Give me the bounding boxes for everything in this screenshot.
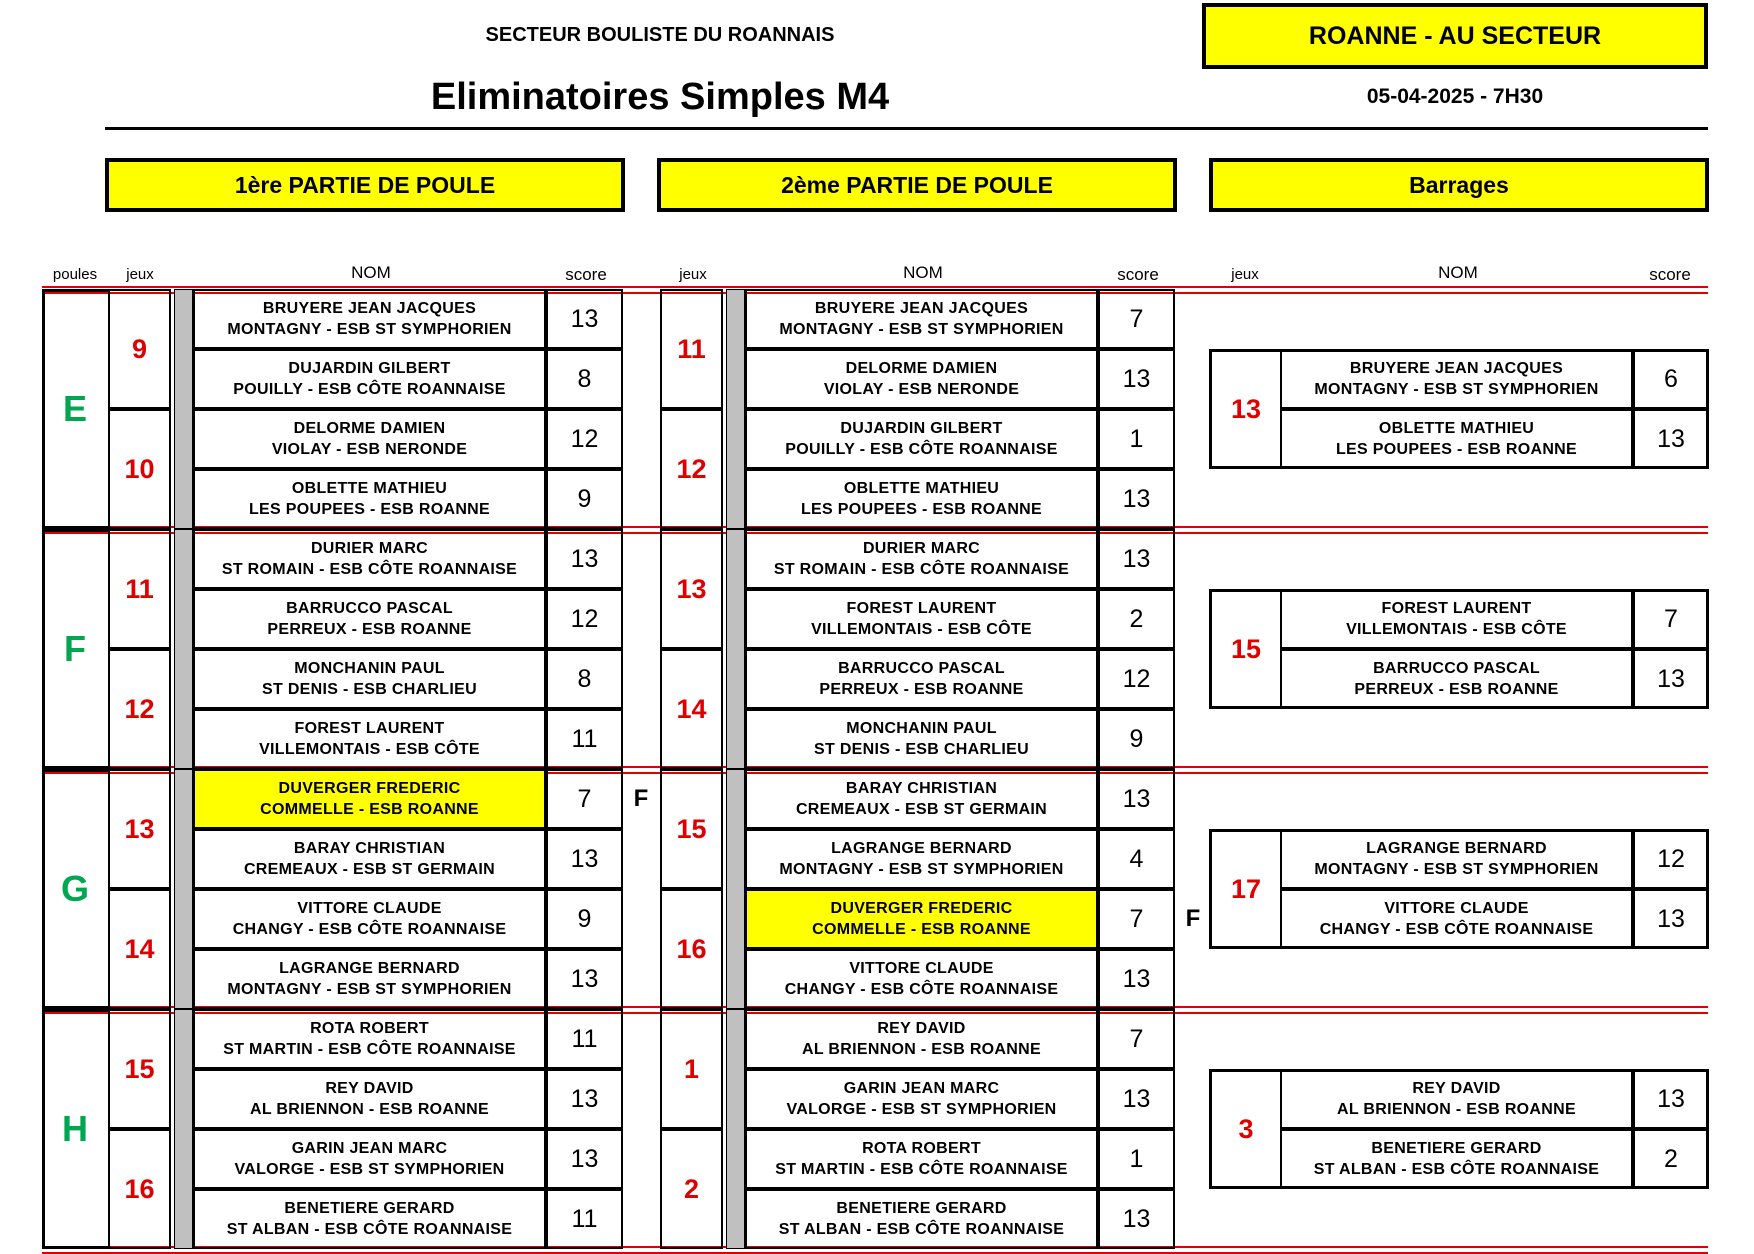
player-club: CREMEAUX - ESB ST GERMAIN [243,861,496,878]
player-cell [193,289,546,349]
player-club: CHANGY - ESB CÔTE ROANNAISE [232,921,507,938]
player-cell [193,529,546,589]
pool-letter: H [62,1108,88,1149]
player-cell [745,589,1098,649]
player-club: VALORGE - ESB ST SYMPHORIEN [786,1101,1057,1118]
player-name: BRUYERE JEAN JACQUES [1349,360,1564,377]
score-cell: 7 [546,769,623,829]
player-name: DUJARDIN GILBERT [840,420,1003,437]
score-cell: 7 [1098,889,1175,949]
player-cell [193,949,546,1009]
section-first-round: 1ère PARTIE DE POULE [105,158,625,212]
player-club: COMMELLE - ESB ROANNE [812,921,1031,938]
pool-separator-line [42,286,1708,288]
player-name: DUJARDIN GILBERT [288,360,451,377]
column-divider [174,289,193,529]
score-cell: 13 [546,529,623,589]
player-club: PERREUX - ESB ROANNE [819,681,1024,698]
score-cell: 1 [1098,409,1175,469]
player-club: VILLEMONTAIS - ESB CÔTE [259,741,480,758]
player-cell [745,889,1098,949]
player-cell [1280,889,1633,949]
player-name: DELORME DAMIEN [293,420,446,437]
player-name: DELORME DAMIEN [845,360,998,377]
organizer-subtitle: SECTEUR BOULISTE DU ROANNAIS [485,23,835,46]
column-header-score: score [1649,265,1691,284]
score-cell: 13 [546,949,623,1009]
column-header-jeux: jeux [679,265,707,283]
player-club: ST ALBAN - ESB CÔTE ROANNAISE [1313,1161,1600,1178]
column-header-nom: NOM [351,263,391,282]
player-name: FOREST LAURENT [846,600,997,617]
player-name: REY DAVID [1412,1080,1501,1097]
page-title: Eliminatoires Simples M4 [430,75,890,118]
match-number: 12 [124,693,155,724]
barrage-number: 17 [1230,873,1262,904]
player-club: MONTAGNY - ESB ST SYMPHORIEN [1314,861,1599,878]
player-club: MONTAGNY - ESB ST SYMPHORIEN [779,321,1064,338]
player-cell [745,1009,1098,1069]
player-cell [1280,649,1633,709]
player-cell [193,649,546,709]
pool-letter: E [62,388,87,429]
player-club: VILLEMONTAIS - ESB CÔTE [1346,621,1567,638]
score-cell: 9 [546,889,623,949]
player-cell [193,1009,546,1069]
player-club: CHANGY - ESB CÔTE ROANNAISE [784,981,1059,998]
player-cell [745,1189,1098,1249]
player-cell [745,949,1098,1009]
match-number: 16 [124,1173,155,1204]
player-club: CREMEAUX - ESB ST GERMAIN [795,801,1048,818]
player-cell [1280,829,1633,889]
player-cell [745,349,1098,409]
player-name: BARAY CHRISTIAN [845,780,998,797]
score-cell: 13 [546,829,623,889]
column-divider [174,769,193,1009]
player-cell [193,349,546,409]
player-name: BARRUCCO PASCAL [1373,660,1540,677]
barrage-number: 15 [1230,633,1262,664]
player-club: ST ALBAN - ESB CÔTE ROANNAISE [778,1221,1065,1238]
player-club: PERREUX - ESB ROANNE [267,621,472,638]
player-club: PERREUX - ESB ROANNE [1354,681,1559,698]
player-cell [745,1129,1098,1189]
column-header-jeux: jeux [1231,265,1259,283]
player-cell [193,709,546,769]
match-number: 16 [676,933,707,964]
score-cell: 1 [1098,1129,1175,1189]
score-cell: 13 [1633,1069,1709,1129]
pool-letter: F [64,628,86,669]
player-name: ROTA ROBERT [310,1020,429,1037]
player-club: MONTAGNY - ESB ST SYMPHORIEN [227,321,512,338]
player-name: BENETIERE GERARD [284,1200,455,1217]
score-cell: 13 [1098,469,1175,529]
player-name: MONCHANIN PAUL [846,720,997,737]
score-cell: 9 [546,469,623,529]
player-name: BARRUCCO PASCAL [286,600,453,617]
player-name: VITTORE CLAUDE [1384,900,1529,917]
score-cell: 13 [1633,649,1709,709]
column-divider [726,529,745,769]
score-cell: 7 [1098,1009,1175,1069]
column-divider [726,1009,745,1249]
player-name: FOREST LAURENT [294,720,445,737]
player-club: ST DENIS - ESB CHARLIEU [814,741,1029,758]
match-number: 11 [677,333,706,364]
player-name: BARAY CHRISTIAN [293,840,446,857]
score-cell: 2 [1098,589,1175,649]
score-cell: 12 [546,589,623,649]
column-header-poules: poules [52,265,98,283]
barrage-number: 13 [1230,393,1262,424]
player-club: VALORGE - ESB ST SYMPHORIEN [234,1161,505,1178]
player-name: VITTORE CLAUDE [297,900,442,917]
player-cell [1280,1069,1633,1129]
player-club: COMMELLE - ESB ROANNE [260,801,479,818]
score-cell: 2 [1633,1129,1709,1189]
column-header-jeux: jeux [126,265,154,283]
player-cell [193,469,546,529]
column-divider [174,1009,193,1249]
score-cell: 11 [546,1009,623,1069]
player-name: OBLETTE MATHIEU [291,480,448,497]
player-club: VIOLAY - ESB NERONDE [823,381,1020,398]
score-cell: 11 [546,1189,623,1249]
player-name: BENETIERE GERARD [836,1200,1007,1217]
pool-letter: G [60,868,89,909]
score-cell: 11 [546,709,623,769]
match-number: 13 [676,573,707,604]
player-cell [1280,409,1633,469]
player-cell [193,769,546,829]
player-club: CHANGY - ESB CÔTE ROANNAISE [1319,921,1594,938]
player-club: LES POUPEES - ESB ROANNE [1335,441,1578,458]
score-cell: 13 [1098,769,1175,829]
player-cell [193,1069,546,1129]
match-number: 14 [676,693,707,724]
score-cell: 8 [546,349,623,409]
forfeit-mark: F [1185,905,1201,932]
score-cell: 12 [1098,649,1175,709]
player-cell [745,289,1098,349]
column-header-nom: NOM [903,263,943,282]
player-club: MONTAGNY - ESB ST SYMPHORIEN [227,981,512,998]
score-cell: 9 [1098,709,1175,769]
player-cell [745,769,1098,829]
forfeit-mark: F [633,785,649,812]
player-cell [745,709,1098,769]
player-cell [193,829,546,889]
score-cell: 13 [1633,409,1709,469]
score-cell: 13 [1633,889,1709,949]
player-name: DURIER MARC [862,540,981,557]
player-name: MONCHANIN PAUL [294,660,445,677]
match-number: 1 [683,1053,700,1084]
player-cell [1280,589,1633,649]
player-club: VIOLAY - ESB NERONDE [271,441,468,458]
match-number: 9 [131,333,148,364]
player-name: DUVERGER FREDERIC [278,780,461,797]
player-cell [745,529,1098,589]
score-cell: 4 [1098,829,1175,889]
score-cell: 13 [1098,1069,1175,1129]
player-name: OBLETTE MATHIEU [1378,420,1535,437]
player-club: MONTAGNY - ESB ST SYMPHORIEN [1314,381,1599,398]
player-club: ST MARTIN - ESB CÔTE ROANNAISE [223,1041,516,1058]
player-club: ST DENIS - ESB CHARLIEU [262,681,477,698]
score-cell: 13 [546,1069,623,1129]
match-number: 10 [124,453,155,484]
match-number: 13 [124,813,155,844]
score-cell: 12 [1633,829,1709,889]
player-name: BARRUCCO PASCAL [838,660,1005,677]
player-club: ST ROMAIN - ESB CÔTE ROANNAISE [773,561,1070,578]
score-cell: 8 [546,649,623,709]
player-club: ST ROMAIN - ESB CÔTE ROANNAISE [221,561,518,578]
column-divider [726,289,745,529]
score-cell: 13 [1098,949,1175,1009]
player-club: ST ALBAN - ESB CÔTE ROANNAISE [226,1221,513,1238]
match-number: 11 [125,573,154,604]
player-cell [745,409,1098,469]
player-cell [1280,1129,1633,1189]
player-name: BRUYERE JEAN JACQUES [814,300,1029,317]
section-barrages: Barrages [1209,158,1709,212]
player-club: LES POUPEES - ESB ROANNE [248,501,491,518]
score-cell: 7 [1633,589,1709,649]
player-name: LAGRANGE BERNARD [831,840,1012,857]
score-cell: 7 [1098,289,1175,349]
score-cell: 13 [546,1129,623,1189]
player-name: GARIN JEAN MARC [291,1140,448,1157]
player-club: VILLEMONTAIS - ESB CÔTE [811,621,1032,638]
player-name: FOREST LAURENT [1381,600,1532,617]
player-name: GARIN JEAN MARC [843,1080,1000,1097]
player-cell [745,469,1098,529]
player-club: LES POUPEES - ESB ROANNE [800,501,1043,518]
score-cell: 13 [1098,349,1175,409]
player-name: DUVERGER FREDERIC [830,900,1013,917]
column-header-nom: NOM [1438,263,1478,282]
player-club: AL BRIENNON - ESB ROANNE [250,1101,489,1118]
player-club: POUILLY - ESB CÔTE ROANNAISE [233,381,506,398]
player-cell [193,589,546,649]
player-cell [745,1069,1098,1129]
player-cell [193,409,546,469]
player-name: BRUYERE JEAN JACQUES [262,300,477,317]
match-number: 15 [676,813,707,844]
column-header-score: score [565,265,607,284]
match-number: 2 [683,1173,700,1204]
player-name: OBLETTE MATHIEU [843,480,1000,497]
player-club: MONTAGNY - ESB ST SYMPHORIEN [779,861,1064,878]
player-club: POUILLY - ESB CÔTE ROANNAISE [785,441,1058,458]
player-cell [745,829,1098,889]
player-cell [1280,349,1633,409]
player-name: REY DAVID [325,1080,414,1097]
event-date: 05-04-2025 - 7H30 [1366,85,1544,108]
header-rule [105,127,1708,130]
player-cell [745,649,1098,709]
player-club: AL BRIENNON - ESB ROANNE [1337,1101,1576,1118]
player-cell [193,889,546,949]
column-divider [174,529,193,769]
match-number: 15 [124,1053,155,1084]
player-name: DURIER MARC [310,540,429,557]
column-divider [726,769,745,1009]
player-cell [193,1189,546,1249]
score-cell: 6 [1633,349,1709,409]
player-club: AL BRIENNON - ESB ROANNE [802,1041,1041,1058]
section-second-round: 2ème PARTIE DE POULE [657,158,1177,212]
score-cell: 12 [546,409,623,469]
match-number: 12 [676,453,707,484]
score-cell: 13 [546,289,623,349]
barrage-number: 3 [1238,1113,1254,1144]
match-number: 14 [124,933,155,964]
player-club: ST MARTIN - ESB CÔTE ROANNAISE [775,1161,1068,1178]
player-cell [193,1129,546,1189]
player-name: BENETIERE GERARD [1371,1140,1542,1157]
player-name: VITTORE CLAUDE [849,960,994,977]
player-name: LAGRANGE BERNARD [1366,840,1547,857]
player-name: REY DAVID [877,1020,966,1037]
score-cell: 13 [1098,529,1175,589]
player-name: LAGRANGE BERNARD [279,960,460,977]
score-cell: 13 [1098,1189,1175,1249]
player-name: ROTA ROBERT [862,1140,981,1157]
venue-banner: ROANNE - AU SECTEUR [1202,3,1708,69]
column-header-score: score [1117,265,1159,284]
